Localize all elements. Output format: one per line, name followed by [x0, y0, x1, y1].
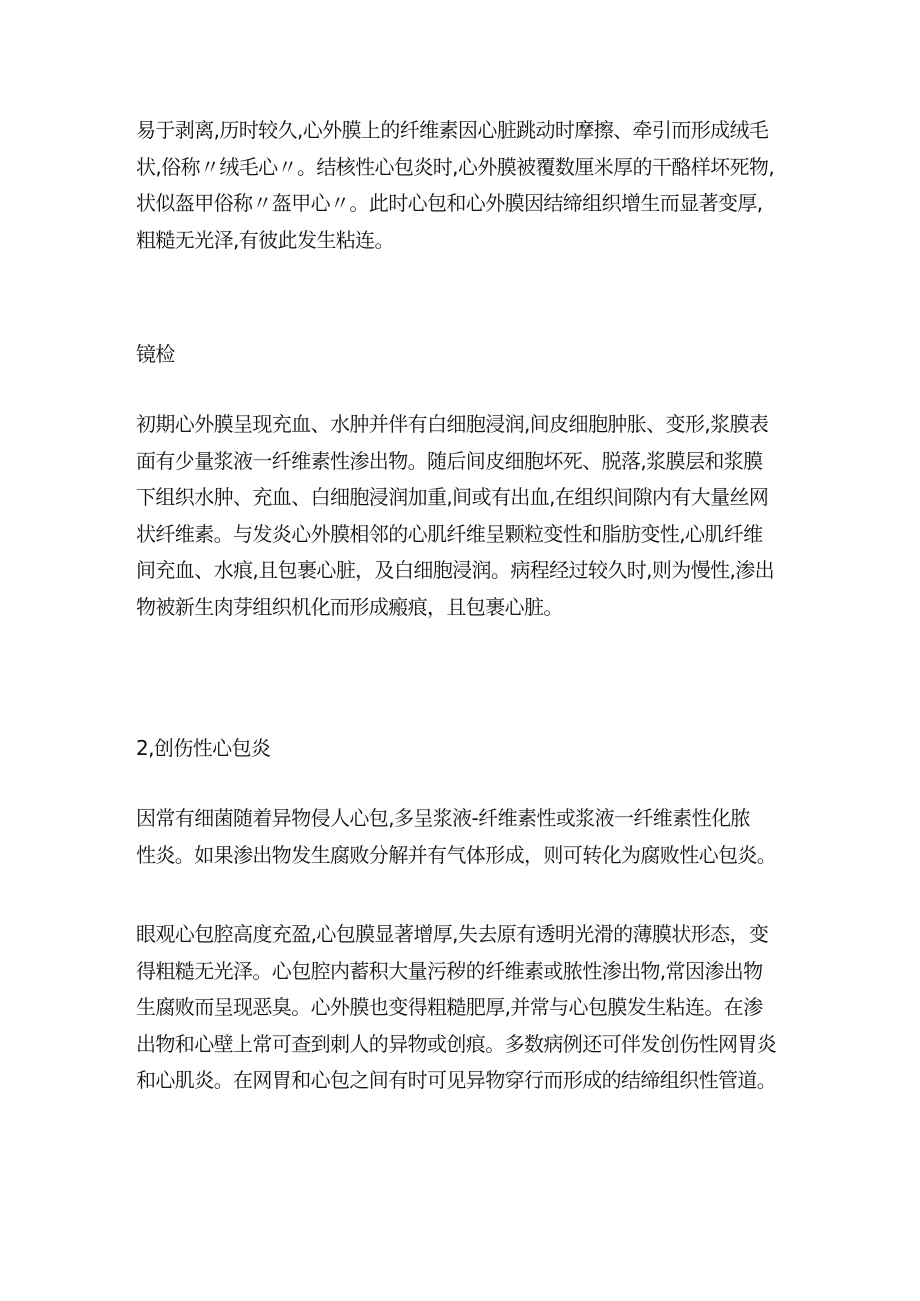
paragraph-pericardial-adhesion	[136, 112, 774, 258]
text-line: 眼观心包腔高度充盈,心包膜显著增厚,失去原有透明光滑的薄膜状形态，变	[136, 922, 769, 946]
text-line: 和心肌炎。在网胃和心包之间有时可见异物穿行而形成的结缔组织性管道。	[136, 1068, 777, 1092]
text-line: 得粗糙无光泽。心包腔内蓄积大量污秽的纤维素或脓性渗出物,常因渗出物	[136, 958, 763, 983]
text-line: 状似盔甲俗称〃盔甲心〃。此时心包和心外膜因结缔组织增生而显著变厚,	[136, 191, 763, 215]
paragraph-gross-findings	[136, 916, 776, 1099]
text-line: 因常有细菌随着异物侵人心包,多呈浆液-纤维素性或浆液一纤维素性化脓	[136, 806, 750, 830]
section-heading-microscopy: 镜检	[136, 342, 175, 366]
paragraph-traumatic-cause	[136, 800, 776, 873]
section-heading-traumatic-pericarditis: 2,创伤性心包炎	[136, 736, 271, 760]
text-line: 性炎。如果渗出物发生腐败分解并有气体形成，则可转化为腐败性心包炎。	[136, 842, 777, 867]
text-line: 粗糙无光泽,有彼此发生粘连。	[136, 227, 394, 252]
text-line: 出物和心壁上常可查到刺人的异物或创痕。多数病例还可伴发创伤性网胃炎	[136, 1031, 777, 1056]
text-line: 状纤维素。与发炎心外膜相邻的心肌纤维呈颗粒变性和脂肪变性,心肌纤维	[136, 521, 763, 546]
paragraph-microscopy	[136, 406, 774, 625]
text-line: 面有少量浆液一纤维素性渗出物。随后间皮细胞坏死、脱落,浆膜层和浆膜	[136, 448, 763, 473]
text-line: 初期心外膜呈现充血、水肿并伴有白细胞浸润,间皮细胞肿胀、变形,浆膜表	[136, 412, 769, 436]
text-line: 易于剥离,历时较久,心外膜上的纤维素因心脏跳动时摩擦、牵引而形成绒毛	[136, 118, 769, 142]
text-line: 生腐败而呈现恶臭。心外膜也变得粗糙肥厚,并常与心包膜发生粘连。在渗	[136, 995, 763, 1019]
text-line: 下组织水肿、充血、白细胞浸润加重,间或有出血,在组织间隙内有大量丝网	[136, 485, 769, 509]
text-line: 状,俗称〃绒毛心〃。结核性心包炎时,心外膜被覆数厘米厚的干酪样坏死物,	[136, 154, 775, 179]
text-line: 物被新生肉芽组织机化而形成瘢痕，且包裹心脏。	[136, 594, 563, 619]
text-line: 间充血、水痕,且包裹心脏，及白细胞浸润。病程经过较久时,则为慢性,渗出	[136, 558, 775, 582]
